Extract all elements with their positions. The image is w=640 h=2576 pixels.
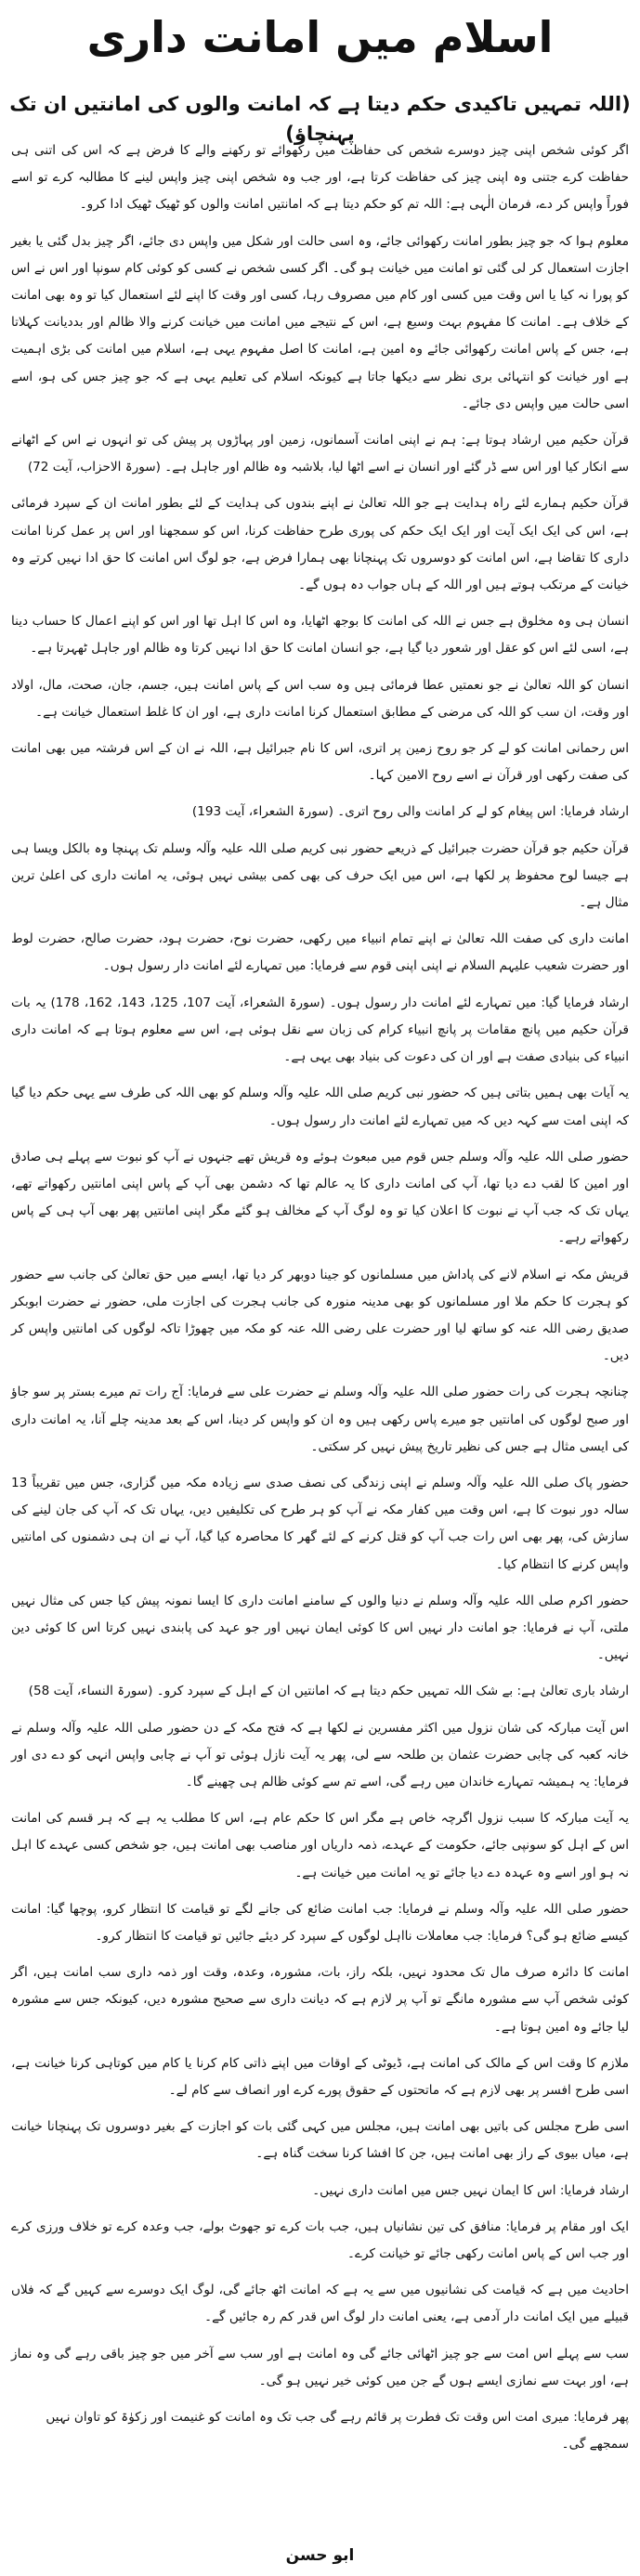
article-paragraph: اسی طرح مجلس کی باتیں بھی امانت ہیں، مجلس میں کہی گئی بات کو اجازت کے بغیر دوسروں تک پہنچانا خیانت ہے، میاں بیوی کے راز بھی امانت ہیں، جن کا افشا کرنا سخت گناہ ہے۔ — [11, 2119, 629, 2162]
article-paragraph: ارشاد فرمایا گیا: میں تمہارے لئے امانت دار رسول ہوں۔ (سورۃ الشعراء، آیت 107، 125، 143، 162، 178) یہ بات قرآن حکیم میں پانچ مقامات پر پانچ انبیاء کرام کی زبان سے نقل ہوئی ہے، اس سے معلوم ہوتا ہے کہ امانت داری انبیاء کی بنیادی صفت ہے اور ان کی دعوت کی بنیاد بھی یہی ہے۔ — [11, 995, 629, 1065]
article-paragraph: حضور صلی اللہ علیہ وآلہ وسلم جس قوم میں مبعوث ہوئے وہ قریش تھے جنہوں نے آپ کو نبوت سے پہلے ہی صادق اور امین کا لقب دے دیا تھا، آپ کی امانت داری کا یہ عالم تھا کہ دشمن بھی آپ کے پاس اپنی امانتیں رکھواتے تھے، یہاں تک کہ جب آپ نے نبوت کا اعلان کیا تو وہ لوگ آپ کے مخالف ہو گئے مگر اپنی امانتیں پھر بھی آپ ہی کے پاس رکھواتے رہے۔ — [11, 1149, 629, 1246]
article-paragraph: ارشاد فرمایا: اس پیغام کو لے کر امانت والی روح اتری۔ (سورۃ الشعراء، آیت 193) — [191, 804, 629, 820]
article-paragraph: یہ آیت مبارکہ کا سبب نزول اگرچہ خاص ہے مگر اس کا حکم عام ہے، اس کا مطلب یہ ہے کہ ہر قسم کی امانت اس کے اہل کو سونپی جائے، حکومت کے عہدے، ذمہ داریاں اور مناصب بھی امانت ہیں، جو شخص کسی عہدے کا اہل نہ ہو اور اسے وہ عہدہ دے دیا جائے تو یہ امانت میں خیانت ہے۔ — [11, 1811, 629, 1880]
article-paragraph: حضور صلی اللہ علیہ وآلہ وسلم نے فرمایا: جب امانت ضائع کی جانے لگے تو قیامت کا انتظار کرو، پوچھا گیا: امانت کیسے ضائع ہو گی؟ فرمایا: جب معاملات نااہل لوگوں کے سپرد کر دیئے جائیں تو قیامت کا انتظار کرو۔ — [11, 1901, 629, 1944]
article-paragraph: پھر فرمایا: میری امت اس وقت تک فطرت پر قائم رہے گی جب تک وہ امانت کو غنیمت اور زکوٰۃ کو تاوان نہیں سمجھے گی۔ — [46, 2410, 629, 2452]
article-paragraph: قریش مکہ نے اسلام لانے کی پاداش میں مسلمانوں کو جینا دوبھر کر دیا تھا، ایسے میں حق تعالیٰ کی جانب سے حضور کو ہجرت کا حکم ملا اور مسلمانوں کو بھی مدینہ منورہ کی جانب ہجرت کی اجازت ملی، حضور نے حضرت ابوبکر صدیق رضی اللہ عنہ کو ساتھ لیا اور حضرت علی رضی اللہ عنہ کو مکہ میں چھوڑا تاکہ لوگوں کی امانتیں واپس کر دیں۔ — [11, 1267, 629, 1364]
article-paragraph: حضور پاک صلی اللہ علیہ وآلہ وسلم نے اپنی زندگی کی نصف صدی سے زیادہ مکہ میں گزاری، جس میں تقریباً 13 سالہ دور نبوت کا ہے، اس وقت میں کفار مکہ نے آپ کو ہر طرح کی تکلیفیں دیں، یہاں تک کہ آپ کی جان لینے کی سازش کی، پھر بھی اس رات جب آپ کو قتل کرنے کے لئے گھر کا محاصرہ کیا گیا، آپ نے ان ہی دشمنوں کی امانتیں واپس کرنے کا انتظام کیا۔ — [11, 1475, 629, 1572]
article-paragraph: ایک اور مقام پر فرمایا: منافق کی تین نشانیاں ہیں، جب بات کرے تو جھوٹ بولے، جب وعدہ کرے تو خلاف ورزی کرے اور جب اس کے پاس امانت رکھی جائے تو خیانت کرے۔ — [11, 2218, 629, 2262]
article-paragraph: معلوم ہوا کہ جو چیز بطور امانت رکھوائی جائے، وہ اسی حالت اور شکل میں واپس دی جائے، اگر چیز بدل گئی یا بغیر اجازت استعمال کر لی گئی تو امانت میں خیانت ہو گی۔ اگر کسی شخص نے کسی کو کوئی کام سونپا اور اس نے اس کو پورا نہ کیا یا اس وقت میں کسی اور کام میں مصروف رہا، کسی اور وقت کا اپنے لئے استعمال کیا تو وہ بھی امانت کے خلاف ہے۔ امانت کا مفہوم بہت وسیع ہے، اس کے نتیجے میں امانت میں خیانت کرنے والا ظالم اور بددیانت کہلاتا ہے، جس کے پاس امانت رکھوائی جائے وہ امین ہے، امانت کا اصل مفہوم یہی ہے، اسلام میں امانت کی بڑی اہمیت ہے اور خیانت کو انتہائی بری نظر سے دیکھا جاتا ہے کیونکہ اسلام کی تعلیم یہی ہے کہ جو چیز جس کی ہو، اسے اسی حالت میں واپس دی جائے۔ — [11, 233, 629, 411]
article-paragraph: امانت داری کی صفت اللہ تعالیٰ نے اپنے تمام انبیاء میں رکھی، حضرت نوح، حضرت ہود، حضرت صالح، حضرت لوط اور حضرت شعیب علیہم السلام نے اپنی اپنی قوم سے فرمایا: میں تمہارے لئے امانت دار رسول ہوں۔ — [11, 931, 629, 974]
article-paragraph: چنانچہ ہجرت کی رات حضور صلی اللہ علیہ وآلہ وسلم نے حضرت علی سے فرمایا: آج رات تم میرے بستر پر سو جاؤ اور صبح لوگوں کی امانتیں جو میرے پاس رکھی ہیں وہ ان کو واپس کر دینا، اس کے بعد مدینہ چلے آنا، یہ امانت داری کی ایسی مثال ہے جس کی نظیر تاریخ پیش نہیں کر سکتی۔ — [11, 1385, 629, 1454]
article-paragraph: اس آیت مبارکہ کی شان نزول میں اکثر مفسرین نے لکھا ہے کہ فتح مکہ کے دن حضور صلی اللہ علیہ وآلہ وسلم نے خانہ کعبہ کی چابی حضرت عثمان بن طلحہ سے لی، پھر یہ آیت نازل ہوئی تو آپ نے چابی واپس انہی کو دے دی اور فرمایا: یہ ہمیشہ تمہارے خاندان میں رہے گی، اسے تم سے کوئی ظالم ہی چھینے گا۔ — [11, 1720, 629, 1789]
article-byline: ابو حسن — [285, 2546, 355, 2565]
article-paragraph: سب سے پہلے اس امت سے جو چیز اٹھائی جائے گی وہ امانت ہے اور سب سے آخر میں جو چیز باقی رہے گی وہ نماز ہے، اور بہت سے نمازی ایسے ہوں گے جن میں کوئی خیر نہیں ہو گی۔ — [11, 2346, 629, 2388]
article-paragraph: یہ آیات بھی ہمیں بتاتی ہیں کہ حضور نبی کریم صلی اللہ علیہ وآلہ وسلم کو بھی اللہ کی طرف سے یہی حکم دیا گیا کہ اپنی امت سے کہہ دیں کہ میں تمہارے لئے امانت دار رسول ہوں۔ — [11, 1086, 629, 1128]
article-paragraph: امانت کا دائرہ صرف مال تک محدود نہیں، بلکہ راز، بات، مشورہ، وعدہ، وقت اور ذمہ داری سب امانت ہیں، اگر کوئی شخص آپ سے مشورہ مانگے تو آپ پر لازم ہے کہ دیانت داری سے صحیح مشورہ دیں، کیونکہ جس سے مشورہ لیا جائے وہ امین ہوتا ہے۔ — [11, 1965, 629, 2035]
article-paragraph: ملازم کا وقت اس کے مالک کی امانت ہے، ڈیوٹی کے اوقات میں اپنے ذاتی کام کرنا یا کام میں کوتاہی کرنا خیانت ہے، اسی طرح افسر پر بھی لازم ہے کہ ماتحتوں کے حقوق پورے کرے اور انصاف سے کام لے۔ — [11, 2055, 629, 2098]
article-paragraph: ارشاد باری تعالیٰ ہے: بے شک اللہ تمہیں حکم دیتا ہے کہ امانتیں ان کے اہل کے سپرد کرو۔ (سورۃ النساء، آیت 58) — [28, 1684, 629, 1699]
article-paragraph: قرآن حکیم ہمارے لئے راہ ہدایت ہے جو اللہ تعالیٰ نے اپنے بندوں کی ہدایت کے لئے بطور امانت ان کے سپرد فرمائی ہے، اس کی ایک ایک آیت اور ایک ایک حکم کی پوری طرح حفاظت کرنا، اس کو سمجھنا اور اس پر عمل کرنا امانت داری کا تقاضا ہے، اس امانت کو دوسروں تک پہنچانا بھی ہمارا فرض ہے، جو لوگ اس امانت کا حق ادا نہیں کرتے وہ خیانت کے مرتکب ہوتے ہیں اور اللہ کے ہاں جواب دہ ہوں گے۔ — [11, 496, 629, 593]
article-title: اسلام میں امانت داری — [86, 12, 554, 62]
article-paragraph: حضور اکرم صلی اللہ علیہ وآلہ وسلم نے دنیا والوں کے سامنے امانت داری کا ایسا نمونہ پیش کیا جس کی مثال نہیں ملتی، آپ نے فرمایا: جو امانت دار نہیں اس کا کوئی ایمان نہیں اور جو عہد کی پابندی نہیں کرتا اس کا کوئی دین نہیں۔ — [11, 1593, 629, 1663]
article-body — [11, 137, 629, 2467]
article-paragraph: انسان ہی وہ مخلوق ہے جس نے اللہ کی امانت کا بوجھ اٹھایا، وہ اس کا اہل تھا اور اس کو اپنے اعمال کا حساب دینا ہے، اسی لئے اس کو عقل اور شعور دیا گیا ہے، جو انسان امانت کا حق ادا نہیں کرتا وہ ظالم اور جاہل ٹھہرتا ہے۔ — [11, 614, 629, 657]
article-paragraph: ارشاد فرمایا: اس کا ایمان نہیں جس میں امانت داری نہیں۔ — [312, 2182, 629, 2198]
article-paragraph: انسان کو اللہ تعالیٰ نے جو نعمتیں عطا فرمائی ہیں وہ سب اس کے پاس امانت ہیں، جسم، جان، صحت، مال، اولاد اور وقت، ان سب کو اللہ کی مرضی کے مطابق استعمال کرنا امانت داری ہے، اور ان کا غلط استعمال خیانت ہے۔ — [11, 677, 629, 720]
article-paragraph: قرآن حکیم جو قرآن حضرت جبرائیل کے ذریعے حضور نبی کریم صلی اللہ علیہ وآلہ وسلم تک پہنچا وہ بالکل ویسا ہی ہے جیسا لوح محفوظ پر لکھا ہے، اس میں ایک حرف کی بھی کمی بیشی نہیں ہوئی، یہ امانت داری کی اعلیٰ ترین مثال ہے۔ — [11, 840, 629, 911]
article-paragraph: احادیث میں ہے کہ قیامت کی نشانیوں میں سے یہ ہے کہ امانت اٹھ جائے گی، لوگ ایک دوسرے سے کہیں گے کہ فلاں قبیلے میں ایک امانت دار آدمی ہے، یعنی امانت دار لوگ اس قدر کم رہ جائیں گے۔ — [11, 2283, 629, 2325]
article-paragraph: اس رحمانی امانت کو لے کر جو روح زمین پر اتری، اس کا نام جبرائیل ہے، اللہ نے ان کے اس فرشتہ میں بھی امانت کی صفت رکھی اور قرآن نے اسے روح الامین کہا۔ — [11, 741, 629, 784]
article-paragraph: قرآن حکیم میں ارشاد ہوتا ہے: ہم نے اپنی امانت آسمانوں، زمین اور پہاڑوں پر پیش کی تو انہوں نے اس کے اٹھانے سے انکار کیا اور اس سے ڈر گئے اور انسان نے اسے اٹھا لیا، بلاشبہ وہ ظالم اور جاہل ہے۔ (سورۃ الاحزاب، آیت 72) — [11, 433, 629, 475]
article-paragraph: اگر کوئی شخص اپنی چیز دوسرے شخص کی حفاظت میں رکھوائے تو رکھنے والے کا فرض ہے کہ اس کی اتنی ہی حفاظت کرے جتنی وہ اپنی چیز کی حفاظت کرتا ہے، اور جب وہ شخص اپنی چیز واپس لینے کا مطالبہ کرے تو اسے فوراً واپس کر دے، فرمان الٰہی ہے: اللہ تم کو حکم دیتا ہے کہ امانتیں امانت والوں کو ٹھیک ٹھیک ادا کرو۔ — [11, 143, 629, 213]
article-subtitle: (اللہ تمہیں تاکیدی حکم دیتا ہے کہ امانت والوں کی امانتیں ان تک پہنچاؤ) — [9, 93, 631, 145]
